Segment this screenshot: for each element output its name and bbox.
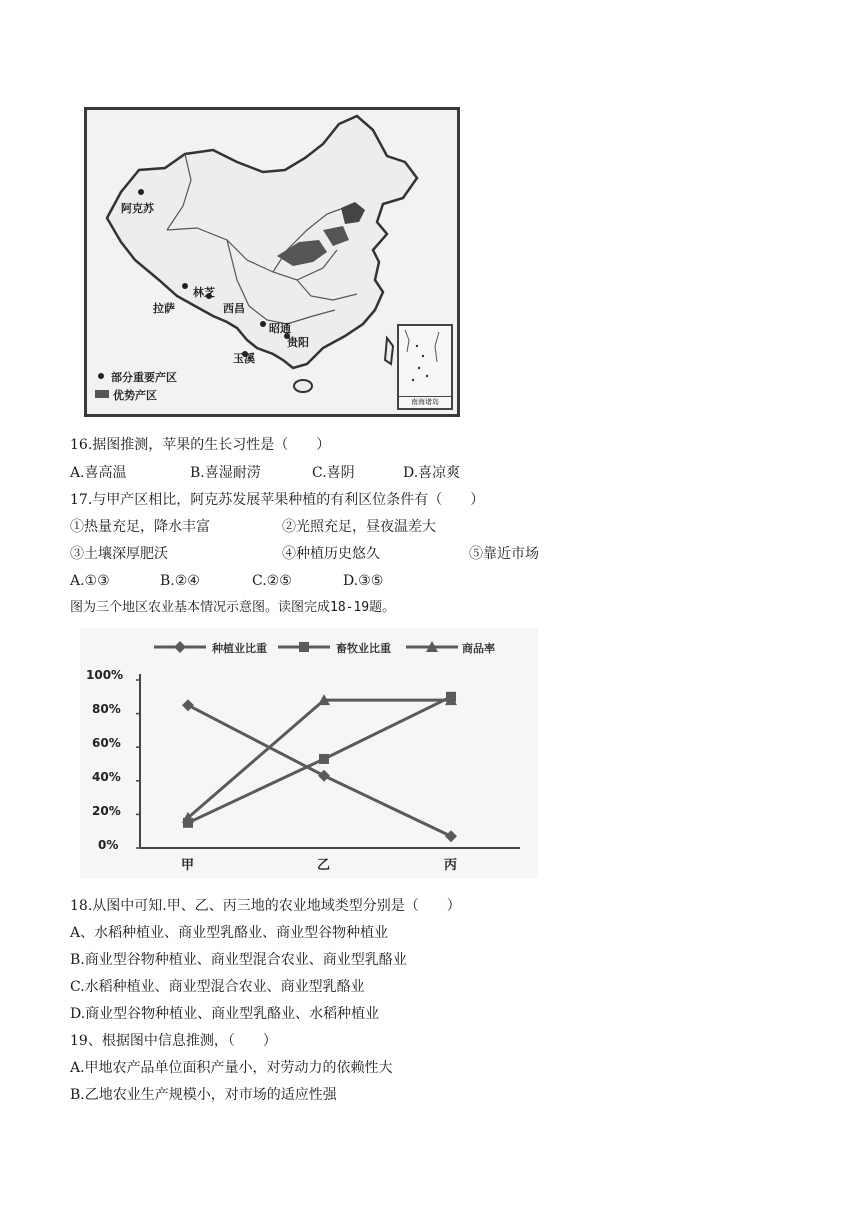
label-lasa: 拉萨 [153, 302, 175, 315]
point-lasa [182, 283, 188, 289]
label-guiyang: 贵阳 [287, 336, 309, 349]
label-akesu: 阿克苏 [121, 202, 154, 215]
q17-option-c: C.②⑤ [252, 573, 292, 589]
q17-item-2: ②光照充足，昼夜温差大 [282, 519, 436, 535]
ytick-80: 80% [92, 702, 121, 716]
category-jia: 甲 [181, 858, 195, 873]
label-zhaotong: 昭通 [269, 322, 291, 335]
south-china-sea-inset [397, 324, 453, 410]
label-xichang: 西昌 [223, 302, 245, 315]
q16-option-b: B.喜湿耐涝 [190, 465, 261, 481]
legend-dot-label: 部分重要产区 [111, 371, 177, 384]
series-1-point-1 [182, 699, 194, 711]
q16-option-d: D.喜凉爽 [403, 465, 461, 481]
category-yi: 乙 [317, 858, 331, 873]
legend-marker-1 [174, 641, 186, 653]
ytick-20: 20% [92, 804, 121, 818]
q17-item-3: ③土壤深厚肥沃 [70, 546, 168, 562]
q18-option-d: D.商业型谷物种植业、商业型乳酪业、水稻种植业 [70, 1006, 380, 1022]
figure-caption: 图为三个地区农业基本情况示意图。读图完成18-19题。 [70, 600, 396, 615]
legend-series-1: 种植业比重 [212, 642, 267, 655]
q19-option-b: B.乙地农业生产规模小，对市场的适应性强 [70, 1087, 337, 1103]
series-1-point-2 [318, 770, 330, 782]
q17-option-b: B.②④ [160, 573, 200, 589]
q18-option-c: C.水稻种植业、商业型混合农业、商业型乳酪业 [70, 979, 365, 995]
ytick-60: 60% [92, 736, 121, 750]
q18-stem: 18.从图中可知.甲、乙、丙三地的农业地域类型分别是（ ） [70, 898, 461, 914]
inset-caption: 南海诸岛 [399, 396, 451, 408]
inset-islands [399, 326, 447, 392]
q19-option-a: A.甲地农产品单位面积产量小，对劳动力的依赖性大 [70, 1060, 393, 1076]
q17-option-d: D.③⑤ [343, 573, 384, 589]
legend-series-2: 畜牧业比重 [336, 642, 391, 655]
ytick-100: 100% [86, 668, 124, 682]
category-bing: 丙 [444, 858, 458, 873]
legend-area-label: 优势产区 [113, 389, 157, 402]
series-2-point-2 [319, 754, 329, 764]
series-line-1 [188, 705, 451, 836]
china-apple-map [84, 107, 460, 417]
legend-series-3: 商品率 [462, 642, 495, 655]
ytick-0: 0% [98, 838, 119, 852]
point-zhaotong [260, 321, 266, 327]
label-linzhi: 林芝 [193, 286, 215, 299]
q16-option-c: C.喜阴 [312, 465, 355, 481]
point-akesu [138, 189, 144, 195]
legend-marker-2 [299, 642, 309, 652]
agriculture-line-chart [80, 628, 538, 878]
q17-item-5: ⑤靠近市场 [469, 546, 539, 562]
series-1-point-3 [445, 830, 457, 842]
q17-item-4: ④种植历史悠久 [282, 546, 380, 562]
label-yuxi: 玉溪 [233, 352, 255, 365]
q18-option-b: B.商业型谷物种植业、商业型混合农业、商业型乳酪业 [70, 952, 407, 968]
legend-area-symbol [95, 390, 109, 398]
ytick-40: 40% [92, 770, 121, 784]
q16-stem: 16.据图推测，苹果的生长习性是（ ） [70, 437, 331, 453]
q18-option-a: A、水稻种植业、商业型乳酪业、商业型谷物种植业 [70, 925, 389, 941]
chart-plot [80, 628, 538, 878]
q16-option-a: A.喜高温 [70, 465, 127, 481]
q17-option-a: A.①③ [70, 573, 110, 589]
legend-dot-symbol [98, 373, 104, 379]
q19-stem: 19、根据图中信息推测，（ ） [70, 1033, 277, 1049]
q17-stem: 17.与甲产区相比，阿克苏发展苹果种植的有利区位条件有（ ） [70, 492, 485, 508]
q17-item-1: ①热量充足，降水丰富 [70, 519, 210, 535]
